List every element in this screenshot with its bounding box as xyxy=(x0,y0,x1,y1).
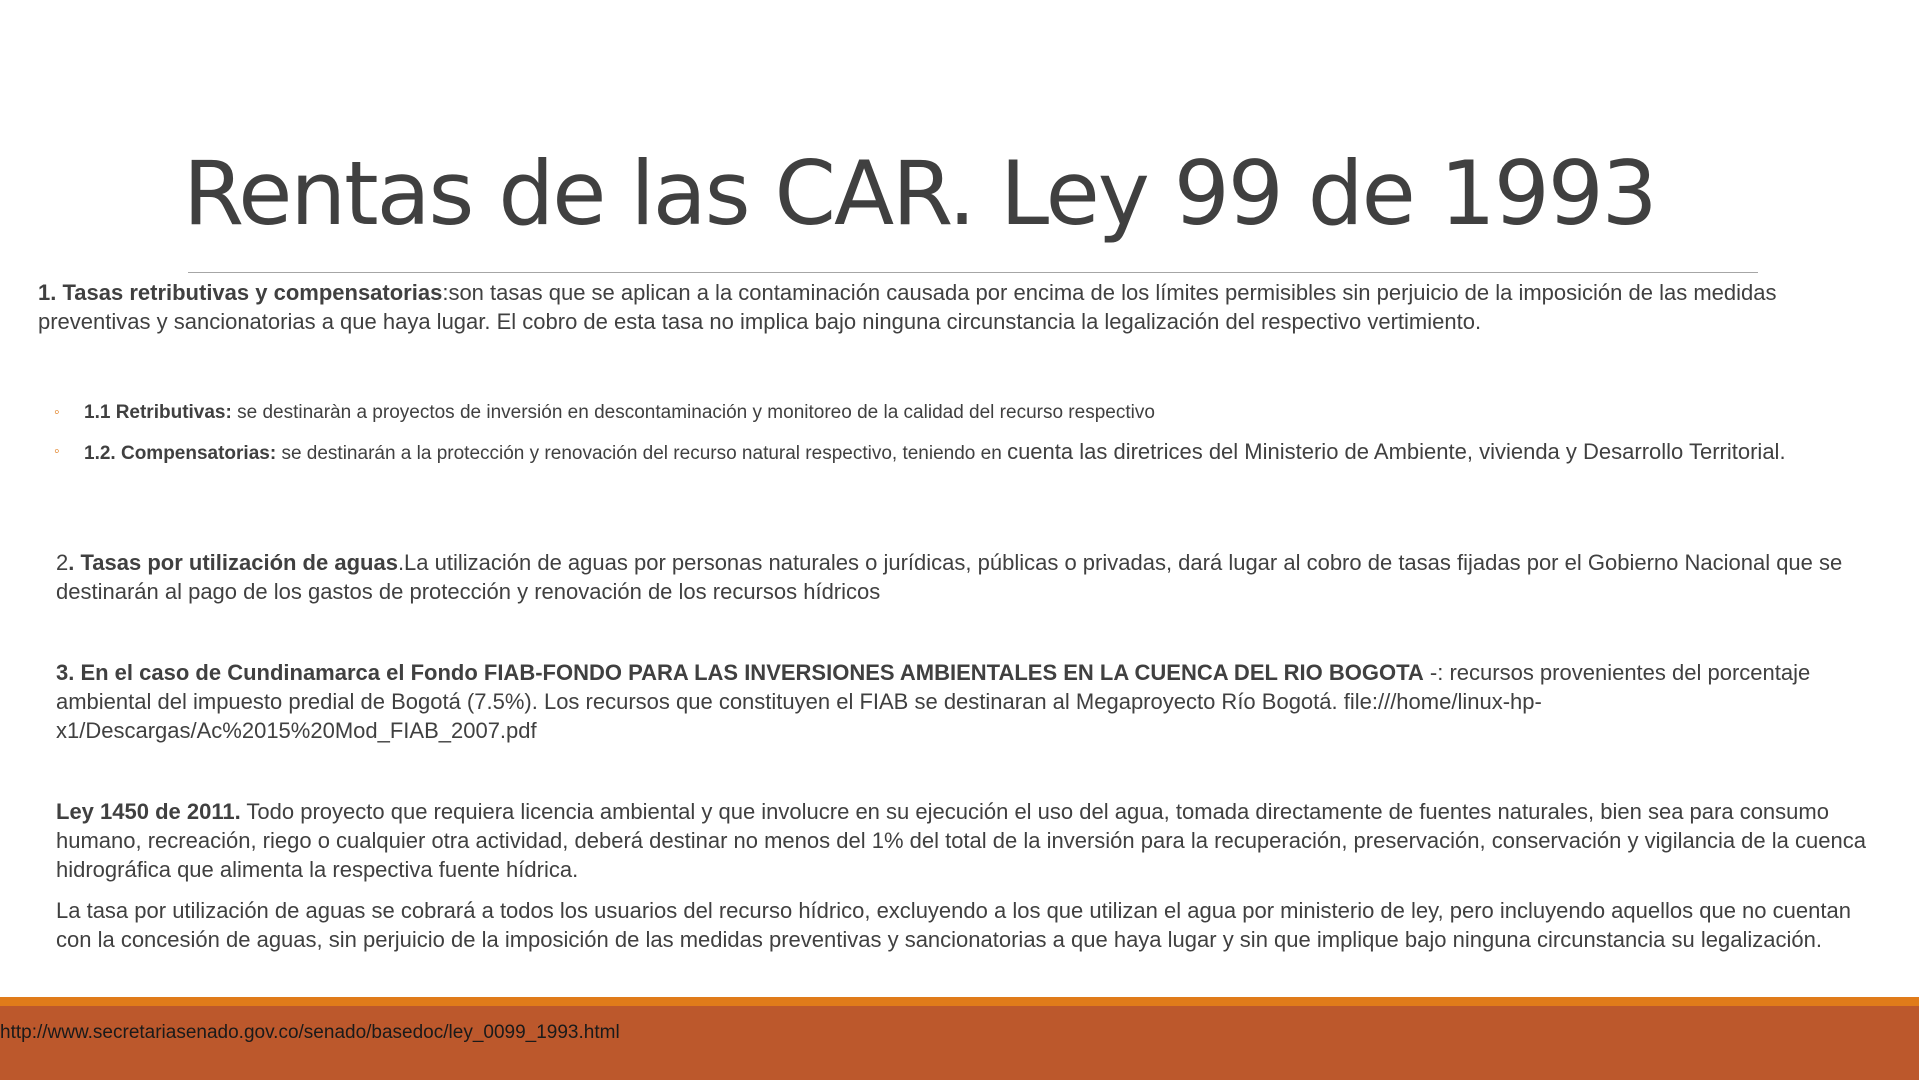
slide-title: Rentas de las CAR. Ley 99 de 1993 xyxy=(183,142,1656,245)
footer-accent-stripe xyxy=(0,997,1919,1006)
section-heading: Ley 1450 de 2011. xyxy=(56,799,241,824)
bullet-text-large: cuenta las diretrices del Ministerio de Ambiente, vivienda y Desarrollo Territorial. xyxy=(1007,439,1786,464)
bullet-item-retributivas xyxy=(54,398,1854,427)
section-text: :son tasas que se aplican a la contaminación causada por encima de los límites permisibles sin perjuicio de la imposición de las medidas preventivas y sancionatorias a que haya lugar. El cobro de esta tasa no implica bajo ninguna circunstancia la legalización del respectivo vertimiento. xyxy=(38,280,1777,334)
bullet-text: se destinaràn a proyectos de inversión en descontaminación y monitoreo de la calidad del recurso respectivo xyxy=(231,402,1155,423)
section-tasa-cobro xyxy=(56,896,1876,954)
section-fiab xyxy=(56,658,1876,745)
title-divider xyxy=(188,272,1758,273)
section-tasas-retributivas xyxy=(38,278,1868,336)
bullet-heading: 1.2. Compensatorias: xyxy=(84,443,277,464)
bullet-list xyxy=(54,398,1854,478)
section-ley-1450 xyxy=(56,797,1876,884)
section-heading: . Tasas por utilización de aguas xyxy=(68,550,398,575)
footer-source-link[interactable]: http://www.secretariasenado.gov.co/senado/basedoc/ley_0099_1993.html xyxy=(0,1022,620,1043)
circle-bullet-icon: ◦ xyxy=(54,443,60,460)
bullet-text: se destinarán a la protección y renovación del recurso natural respectivo, teniendo en xyxy=(276,443,1008,464)
section-prefix: 2 xyxy=(56,550,69,575)
section-text: .La utilización de aguas por personas naturales o jurídicas, públicas o privadas, dará lugar al cobro de tasas fijadas por el Gobierno Nacional que se destinarán al pago de los gastos de protección y renovación de los recursos hídricos xyxy=(56,550,1843,604)
circle-bullet-icon: ◦ xyxy=(54,404,60,421)
section-heading: 1. Tasas retributivas y compensatorias xyxy=(38,280,443,305)
section-text: La tasa por utilización de aguas se cobrará a todos los usuarios del recurso hídrico, excluyendo a los que utilizan el agua por ministerio de ley, pero incluyendo aquellos que no cuentan con la concesión de aguas, sin perjuicio de la imposición de las medidas preventivas y sancionatorias a que haya lugar y sin que implique bajo ninguna circunstancia su legalización. xyxy=(56,898,1851,952)
section-heading: 3. En el caso de Cundinamarca el Fondo FIAB-FONDO PARA LAS INVERSIONES AMBIENTALES EN LA CUENCA DEL RIO BOGOTA xyxy=(56,660,1424,685)
section-text: Todo proyecto que requiera licencia ambiental y que involucre en su ejecución el uso del agua, tomada directamente de fuentes naturales, bien sea para consumo humano, recreación, riego o cualquier otra actividad, deberá destinar no menos del 1% del total de la inversión para la recuperación, preservación, conservación y vigilancia de la cuenca hidrográfica que alimenta la respectiva fuente hídrica. xyxy=(56,799,1866,882)
bullet-heading: 1.1 Retributivas: xyxy=(84,402,232,423)
bullet-item-compensatorias xyxy=(54,437,1854,468)
section-utilizacion-aguas xyxy=(56,548,1866,606)
section-text: -: recursos provenientes del porcentaje ambiental del impuesto predial de Bogotá (7.5%). Los recursos que constituyen el FIAB se destinaran al Megaproyecto Río Bogotá. file:///home/linux-hp-x1/Descargas/Ac%2015%20Mod_FIAB_2007.pdf xyxy=(56,660,1811,743)
